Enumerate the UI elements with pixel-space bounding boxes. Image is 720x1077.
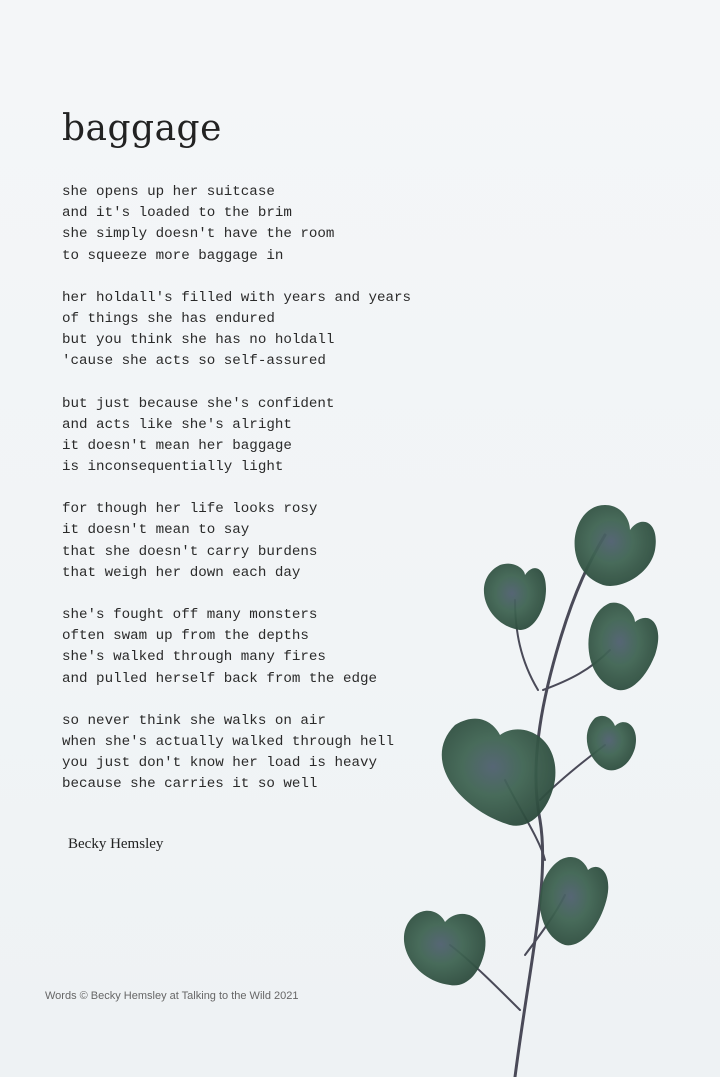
poem-line: but you think she has no holdall: [62, 332, 335, 349]
poem-line: she opens up her suitcase: [62, 184, 275, 200]
stanza: [62, 182, 482, 267]
stanza: [62, 288, 482, 373]
poem-line: she simply doesn't have the room: [62, 226, 335, 243]
copyright-credit: Words © Becky Hemsley at Talking to the Wild 2021: [45, 990, 299, 1002]
poem-line: of things she has endured: [62, 310, 275, 327]
poem-line: to squeeze more baggage in: [62, 247, 284, 264]
poem-line: for though her life looks rosy: [62, 501, 318, 518]
poem-line: and pulled herself back from the edge: [62, 670, 378, 687]
poem-line: and acts like she's alright: [62, 416, 292, 433]
poem-line: is inconsequentially light: [62, 459, 284, 476]
poem-line: it doesn't mean to say: [62, 522, 250, 539]
poem-line: she's fought off many monsters: [62, 607, 318, 623]
poem-line: she's walked through many fires: [62, 649, 326, 666]
heart-leaf: [575, 505, 656, 586]
poem-line: it doesn't mean her baggage: [62, 437, 292, 454]
poem-line: you just don't know her load is heavy: [62, 755, 378, 772]
poem-line: but just because she's confident: [62, 395, 335, 412]
poem-line: 'cause she acts so self-assured: [62, 353, 326, 370]
poem-title: baggage: [62, 108, 222, 149]
poem-line: her holdall's filled with years and years: [62, 289, 412, 306]
stanza: [62, 394, 482, 479]
heart-leaf: [588, 603, 658, 691]
poem-line: when she's actually walked through hell: [62, 733, 395, 750]
poem-line: so never think she walks on air: [62, 712, 326, 729]
poem-line: that weigh her down each day: [62, 564, 301, 581]
poem-line: that she doesn't carry burdens: [62, 543, 318, 560]
eucalyptus-branch-illustration: [380, 480, 720, 1077]
poem-line: and it's loaded to the brim: [62, 205, 292, 222]
poem-line: because she carries it so well: [62, 776, 318, 793]
heart-leaf: [587, 716, 636, 770]
heart-leaf: [484, 564, 546, 630]
heart-leaf: [404, 911, 486, 986]
heart-leaf: [540, 857, 608, 945]
poem-author: Becky Hemsley: [68, 836, 164, 852]
poem-line: often swam up from the depths: [62, 628, 309, 645]
